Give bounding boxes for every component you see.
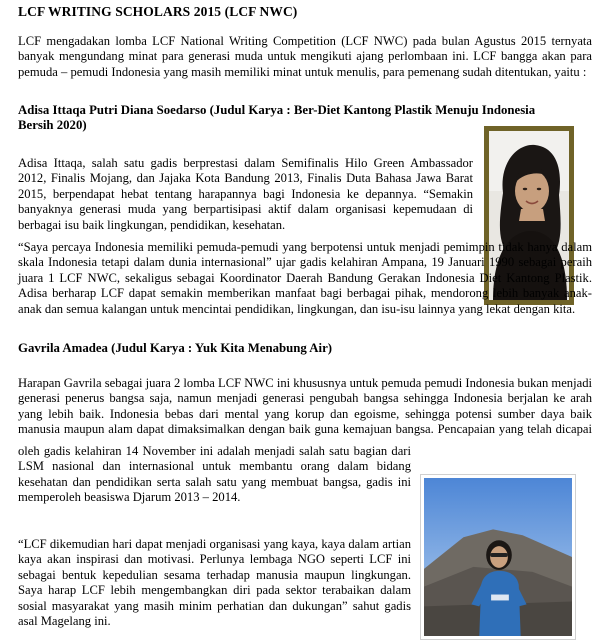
winner2-heading: Gavrila Amadea (Judul Karya : Yuk Kita Menabung Air) bbox=[18, 341, 333, 355]
mountain-portrait-image bbox=[424, 478, 572, 636]
winner1-paragraph-2: “Saya percaya Indonesia memiliki pemuda-pemudi yang berpotensi untuk menjadi pemimpin tidak hanya dalam skala Indonesia tetapi dalam dunia internasional” ujar gadis kelahiran Ampana, 19 Januari 1990 sebagai peraih juara 1 LCF NWC, sekaligus sebagai Koordinator Daerah Bandung Gerakan Indonesia Diet Kantong Plastik. Adisa berharap LCF dapat semakin memberikan manfaat bagi berbagai pihak, mendorong lebih banyak anak-anak dan semua kalangan untuk mencintai pendidikan, lingkungan, dan isu-isu lainnya yang lekat dengan kita. bbox=[18, 240, 592, 316]
winner2-paragraph-1-continued: oleh gadis kelahiran 14 November ini adalah menjadi salah satu bagian dari LSM nasional dan internasional untuk membantu orang dalam bidang kesehatan dan pendidikan serta salah satu yang membuat bangsa, gadis ini memperoleh beasiswa Djarum 2013 – 2014. bbox=[18, 444, 411, 505]
winner2-paragraph-2: “LCF dikemudian hari dapat menjadi organisasi yang kaya, kaya dalam artian kaya akan inspirasi dan motivasi. Perlunya lembaga NGO seperti LCF ini sebagai bentuk kepedulian sesama terhadap manusia maupun lingkungan. Saya harap LCF lebih mengembangkan diri pada sektor terabaikan dalam sosial masyarakat yang masih minim perhatian dan dukungan” sahut gadis asal Magelang ini. bbox=[18, 537, 411, 629]
winner2-paragraph-1: Harapan Gavrila sebagai juara 2 lomba LCF NWC ini khususnya untuk pemuda pemudi Indonesia bukan menjadi generasi penerus bangsa saja, namun menjadi generasi pengubah bangsa sehingga Indonesia berjalan ke arah yang lebih baik. Indonesia bebas dari mental yang korup dan egoisme, sehingga potensi sumber daya baik manusia maupun alam dapat dimaksimalkan dengan baik guna kemajuan bangsa. Pencapaian yang telah dicapai bbox=[18, 376, 592, 437]
intro-paragraph: LCF mengadakan lomba LCF National Writing Competition (LCF NWC) pada bulan Agustus 2015 ternyata banyak mengundang minat para generasi muda untuk mengikuti ajang perlombaan ini. LCF bangga akan para pemuda – pemudi Indonesia yang masih memiliki minat untuk menulis, para pemenang sudah ditentukan, yaitu : bbox=[18, 34, 592, 79]
winner2-photo bbox=[420, 474, 576, 640]
winner1-paragraph-1: Adisa Ittaqa, salah satu gadis berprestasi dalam Semifinalis Hilo Green Ambassador 2012, Finalis Mojang, dan Jajaka Kota Bandung 2013, Finalis Duta Bahasa Jawa Barat 2015, berpendapat hebat tentang harapannya bagi Indonesia ke depannya. “Semakin banyaknya generasi muda yang berpartisipasi aktif dalam organisasi kepemudaan di berbagai isu baik lingkungan, pendidikan, kesehatan. bbox=[18, 156, 473, 232]
winner1-heading: Adisa Ittaqa Putri Diana Soedarso (Judul Karya : Ber-Diet Kantong Plastik Menuju Indonesia Bersih 2020) bbox=[18, 103, 536, 133]
article-title: LCF WRITING SCHOLARS 2015 (LCF NWC) bbox=[18, 4, 298, 19]
